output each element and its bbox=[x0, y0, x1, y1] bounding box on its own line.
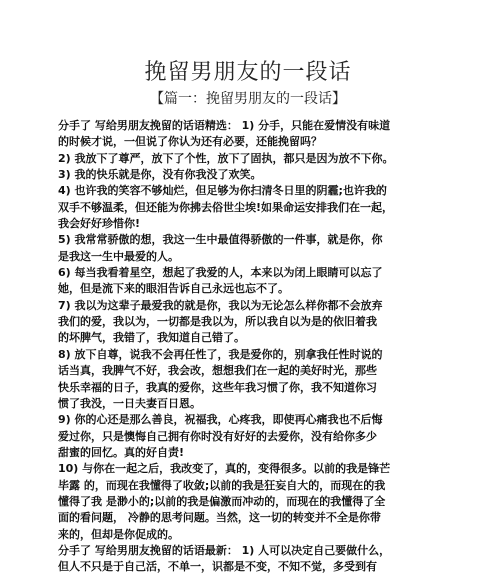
body-line: 爱过你，只是懊悔自己拥有你时没有好好的去爱你，没有给你多少 bbox=[58, 429, 377, 443]
body-line: 快乐幸福的日子，我真的爱你，这些年我习惯了你，我不知道你习 bbox=[58, 380, 377, 394]
body-line: 4) 也许我的笑容不够灿烂，但足够为你扫清冬日里的阴霾;也许我的 bbox=[58, 184, 387, 198]
body-line: 话当真，我脾气不好，我会改，想想我们在一起的美好时光，那些 bbox=[58, 364, 377, 378]
body-line: 双手不够温柔，但还能为你拂去俗世尘埃!如果命运安排我们在一起， bbox=[58, 200, 394, 214]
body-line: 分手了 写给男朋友挽留的话语精选： 1) 分手，只能在爱情没有味道 bbox=[58, 119, 391, 132]
body-line: 5) 我常常骄傲的想，我这一生中最值得骄傲的一件事，就是你，你 bbox=[58, 233, 383, 247]
body-line: 我们的爱，我以为，一切都是我以为，所以我自以为是的依旧着我 bbox=[58, 315, 377, 329]
document-subtitle: 【篇一：挽留男朋友的一段话】 bbox=[150, 91, 346, 107]
body-line: 但人不只是于自己活，不单一，识都是不变，不知不觉，多受到有 bbox=[58, 560, 377, 574]
body-line: 来的，但却是你促成的。 bbox=[58, 527, 179, 541]
body-line: 惯了我没，一日夫妻百日恩。 bbox=[58, 396, 201, 410]
body-line: 3) 我的快乐就是你，没有你我没了欢笑。 bbox=[58, 168, 262, 182]
body-line: 懂得了我 是渺小的;以前的我是偏激而冲动的，而现在的我懂得了全 bbox=[58, 494, 386, 508]
body-line: 的时候才说，一但说了你认为还有必要，还能挽留吗？ bbox=[58, 135, 322, 149]
body-line: 7) 我以为这辈子最爱我的就是你，我以为无论怎么样你都不会放弃 bbox=[58, 298, 383, 312]
body-line: 面的看问题， 冷静的思考问题。当然，这一切的转变并不全是你带 bbox=[58, 511, 381, 525]
body-line: 她，但是流下来的眼泪告诉自己永远也忘不了。 bbox=[58, 282, 289, 296]
body-line: 我会好好珍惜你! bbox=[58, 217, 141, 231]
body-line: 分手了 写给男朋友挽留的话语最新： 1) 人可以决定自己要做什么， bbox=[58, 543, 391, 557]
body-line: 10) 与你在一起之后，我改变了，真的，变得很多。以前的我是锋芒 bbox=[58, 462, 391, 476]
document-body bbox=[58, 118, 446, 576]
body-line: 的坏脾气，我错了，我知道自己错了。 bbox=[58, 331, 245, 345]
body-line: 9) 你的心还是那么善良，祝福我，心疼我，即使再心痛我也不后悔 bbox=[58, 413, 383, 427]
body-line: 是我这一生中最爱的人。 bbox=[58, 249, 179, 263]
document-title: 挽留男朋友的一段话 bbox=[144, 60, 352, 85]
body-line: 甜蜜的回忆。真的好自责! bbox=[58, 445, 185, 459]
body-line: 2) 我放下了尊严，放下了个性，放下了固执，都只是因为放不下你。 bbox=[58, 151, 394, 165]
body-line: 8) 放下自尊，说我不会再任性了，我是爱你的，别拿我任性时说的 bbox=[58, 347, 383, 361]
body-line: 毕露 的，而现在我懂得了收敛;以前的我是狂妄自大的，而现在的我 bbox=[58, 478, 386, 492]
body-line: 6) 每当我看着星空，想起了我爱的人，本来以为闭上眼睛可以忘了 bbox=[58, 266, 383, 280]
